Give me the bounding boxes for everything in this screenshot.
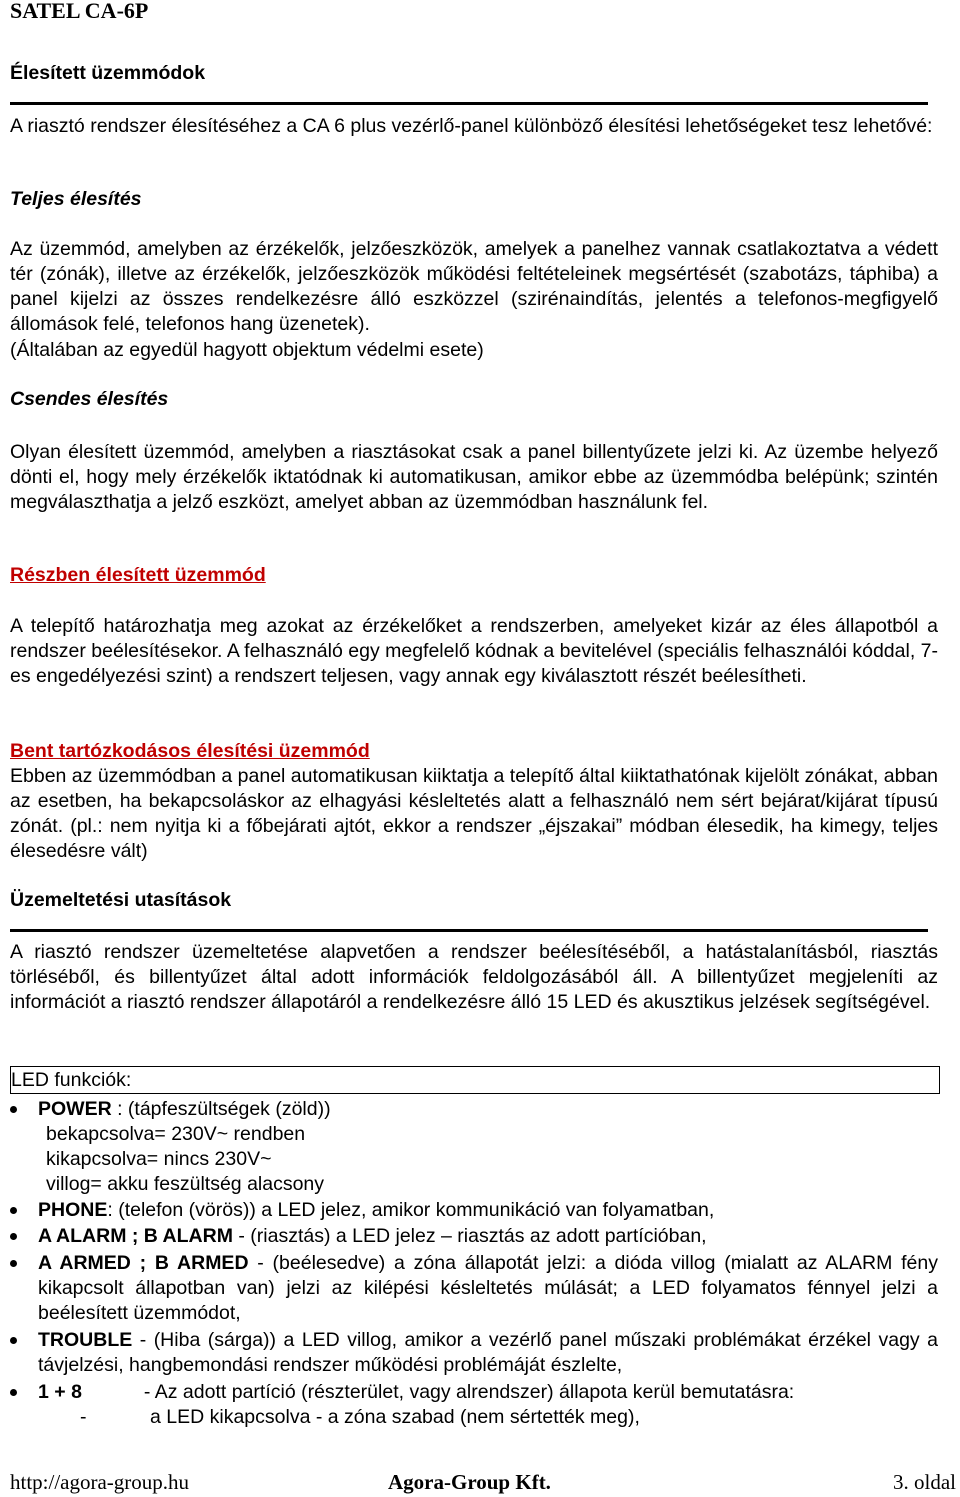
section-divider [10,929,928,932]
bullet-icon [10,1233,17,1240]
armed-modes-intro: A riasztó rendszer élesítéséhez a CA 6 plus vezérlő-panel különböző élesítési lehetőségeket tesz lehetővé: [10,115,933,137]
led-functions-box [10,1066,940,1094]
led-power-desc: : (tápfeszültségek (zöld)) [111,1098,331,1120]
bullet-icon [10,1106,17,1113]
full-arming-text: Az üzemmód, amelyben az érzékelők, jelzőeszközök, amelyek a panelhez vannak csatlakoztatva a védett tér (zónák), illetve az érzékelők, jelzőeszközök működési feltételeinek megsértését (szabotázs, táphiba) a panel kijelzi az összes rendelkezésre álló eszközzel (szirénaindítás, jelentés a telefonos-megfigyelő állomások felé, telefonos hang üzenetek). [10,238,938,335]
led-trouble-desc: - (Hiba (sárga)) a LED villog, amikor a vezérlő panel műszaki problémákat érzékel vagy a távjelzési, hangbemondási rendszer működési problémáját észlelte, [38,1329,938,1376]
bullet-icon [10,1337,17,1344]
led-alarm-name: A ALARM ; B ALARM [38,1225,233,1247]
bullet-icon [10,1260,17,1267]
operation-text: A riasztó rendszer üzemeltetése alapvetően a rendszer beélesítéséből, a hatástalanításból, riasztás törléséből, és billentyűzet által adott információk feldolgozásából áll. A billentyűzet megjeleníti az információt a riasztó rendszer állapotáról a rendelkezésre álló 15 LED és akusztikus jelzések segítségével. [10,941,938,1013]
led-zone-name: 1 + 8 [38,1381,82,1403]
led-trouble-item [38,1328,938,1378]
bullet-icon [10,1389,17,1396]
document-header-title: SATEL CA-6P [10,0,149,23]
led-zone-sub-text: a LED kikapcsolva - a zóna szabad (nem sértették meg), [150,1406,640,1428]
led-alarm-desc: - (riasztás) a LED jelez – riasztás az adott partícióban, [232,1225,707,1247]
footer-page-number: 3. oldal [893,1470,956,1494]
led-zone-item [38,1380,938,1405]
led-armed-name: A ARMED ; B ARMED [38,1252,249,1274]
led-power-on: bekapcsolva= 230V~ rendben [46,1123,306,1145]
operation-heading: Üzemeltetési utasítások [10,889,232,911]
stay-arming-heading: Bent tartózkodásos élesítési üzemmód [10,740,370,762]
led-power-off: kikapcsolva= nincs 230V~ [46,1148,272,1170]
led-phone-name: PHONE [38,1199,108,1221]
led-trouble-name: TROUBLE [38,1329,133,1351]
led-alarm-item [38,1224,938,1249]
partial-arming-text: A telepítő határozhatja meg azokat az érzékelőket a rendszerben, amelyeket kizár az éles állapotból a rendszer beélesítésekor. A felhasználó egy megfelelő kódnak a bevitelével (speciális felhasználói kóddal, 7-es engedélyezési szint) a rendszert teljesen, vagy annak egy kiválasztott részét beélesítheti. [10,615,938,687]
partial-arming-heading: Részben élesített üzemmód [10,564,266,586]
led-phone-item [38,1198,938,1223]
section-divider [10,102,928,105]
full-arming-note: (Általában az egyedül hagyott objektum védelmi esete) [10,339,484,361]
stay-arming-text: Ebben az üzemmódban a panel automatikusan kiiktatja a telepítő által kiiktathatónak kijelölt zónákat, abban az esetben, ha bekapcsoláskor az elhagyási késleltetés alatt a felhasználó nem sért bejárat/kijárat típusú zónát. (pl.: nem nyitja ki a főbejárati ajtót, ekkor a rendszer „éjszakai” módban élesedik, ha kimegy, teljes élesedésre vált) [10,765,938,862]
footer-url: http://agora-group.hu [10,1470,190,1494]
silent-arming-heading: Csendes élesítés [10,388,169,410]
led-zone-sub-dash: - [80,1406,87,1428]
led-power-item [38,1097,938,1122]
led-armed-desc: - (beélesedve) a zóna állapotát jelzi: a dióda villog (mialatt az ALARM fény kikapcsolt állapotban van) jelzi az kilépési késleltetés múlását; a LED folyamatos fénnyel jelzi a beélesített üzemmódot, [38,1252,938,1324]
led-phone-desc: : (telefon (vörös)) a LED jelez, amikor kommunikáció van folyamatban, [107,1199,715,1221]
led-functions-label: LED funkciók: [11,1069,132,1091]
armed-modes-heading: Élesített üzemmódok [10,62,206,84]
led-zone-desc: - Az adott partíció (részterület, vagy alrendszer) állapota kerül bemutatásra: [143,1381,795,1403]
bullet-icon [10,1207,17,1214]
led-armed-item [38,1251,938,1326]
led-power-blink: villog= akku feszültség alacsony [46,1173,325,1195]
full-arming-heading: Teljes élesítés [10,188,142,210]
silent-arming-text: Olyan élesített üzemmód, amelyben a riasztásokat csak a panel billentyűzete jelzi ki. Az üzembe helyező dönti el, hogy mely érzékelők iktatódnak ki automatikusan, amikor ebbe az üzemmódba belépünk; szintén megválaszthatja a jelző eszközt, amelyet abban az üzemmódban használunk fel. [10,441,938,513]
led-power-name: POWER [38,1098,112,1120]
footer-company: Agora-Group Kft. [388,1470,551,1494]
